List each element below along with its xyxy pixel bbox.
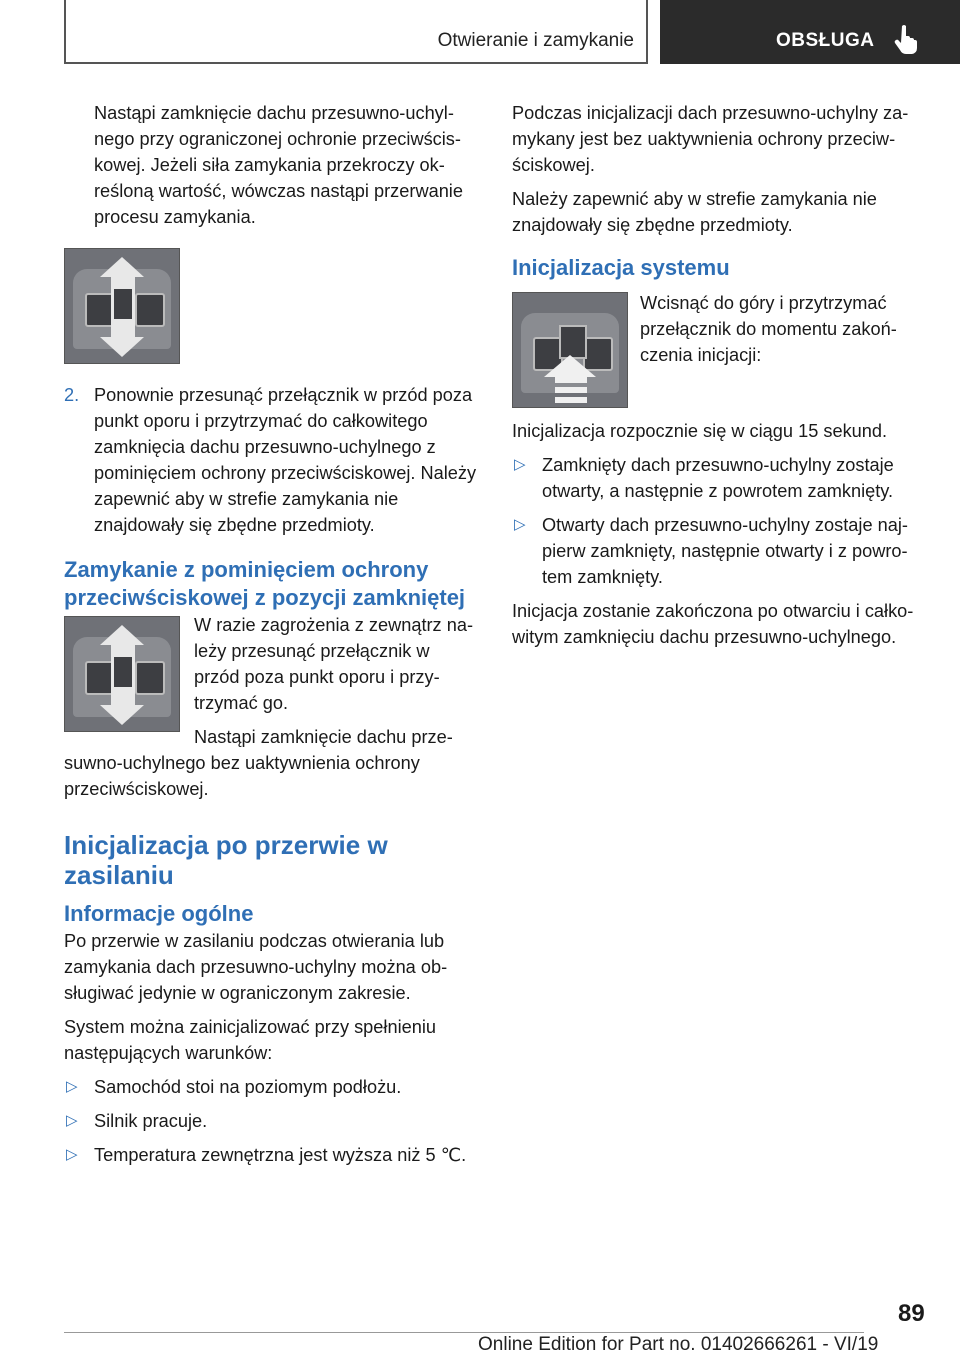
page-number: 89: [898, 1300, 925, 1327]
switch-slide-image: [64, 248, 180, 364]
close-paragraph-2: Nastąpi zamknięcie dachu przesuwno-uchylnego bez uaktywnienia ochrony przeciwściskowej.: [64, 727, 453, 799]
heading-general-info: Informacje ogólne: [64, 901, 254, 926]
bullet-triangle-icon: ▷: [66, 1146, 78, 1163]
heading-close-without-protection: Zamykanie z pominięciem ochrony przeciwściskowej z pozycji zamkniętej: [64, 557, 466, 610]
step-2: [64, 382, 480, 538]
bullet-triangle-icon: ▷: [66, 1078, 78, 1095]
right-paragraph-4: Inicjacja zostanie zakończona po otwarciu i całkowitym zamknięciu dachu przesuwno-uchylnego.: [512, 601, 914, 647]
footer-edition: Online Edition for Part no. 01402666261 - VI/19: [478, 1334, 879, 1355]
bullet-triangle-icon: ▷: [514, 516, 526, 533]
step-2-number: 2.: [64, 385, 80, 405]
header-chapter-box: [64, 0, 648, 64]
right-paragraph-1: Podczas inicjalizacji dach przesuwno-uchylny zamykany jest bez uaktywnienia ochrony przeciwściskowej.: [512, 103, 909, 175]
right-paragraph-3: Inicjalizacja rozpocznie się w ciągu 15 sekund.: [512, 421, 888, 441]
general-paragraph-2: System można zainicjalizować przy spełnieniu następujących warunków:: [64, 1017, 436, 1063]
heading-system-init: Inicjalizacja systemu: [512, 255, 730, 280]
right-column: [512, 100, 928, 658]
step-2-text: Ponownie przesunąć przełącznik w przód poza punkt oporu i przytrzymać do całkowitego zamknięcia dachu przesuwno-uchylnego z pominięciem ochrony przeciwściskowej. Należy zapewnić aby w strefie zamykania nie znajdowały się zbędne przedmioty.: [94, 385, 477, 535]
bullet-triangle-icon: ▷: [514, 456, 526, 473]
close-paragraph-1: W razie zagrożenia z zewnątrz należy przesunąć przełącznik w przód poza punkt oporu i przytrzymać go.: [194, 615, 473, 713]
init-instruction: Wcisnąć do góry i przytrzymać przełącznik do momentu zakończenia inicjacji:: [640, 293, 897, 365]
header-section-box: [660, 0, 960, 64]
switch-forward-image: [64, 616, 180, 732]
intro-paragraph: Nastąpi zamknięcie dachu przesuwno-uchylnego przy ograniczonej ochronie przeciwściskowej. Jeżeli siła zamykania przekroczy określoną wartość, wówczas nastąpi przerwanie procesu zamykania.: [94, 103, 463, 227]
switch-push-up-image: [512, 292, 628, 408]
left-column: [64, 100, 480, 1176]
general-paragraph-1: Po przerwie w zasilaniu podczas otwierania lub zamykania dach przesuwno-uchylny można obsługiwać jedynie w ograniczonym zakresie.: [64, 931, 448, 1003]
condition-item: ▷ Samochód stoi na poziomym podłożu.: [64, 1074, 480, 1100]
condition-item: ▷ Temperatura zewnętrzna jest wyższa niż 5 ℃.: [64, 1142, 480, 1168]
footer-divider: [64, 1332, 864, 1333]
condition-item: ▷ Silnik pracuje.: [64, 1108, 480, 1134]
bullet-triangle-icon: ▷: [66, 1112, 78, 1129]
init-result-item: ▷ Otwarty dach przesuwno-uchylny zostaje najpierw zamknięty, następnie otwarty i z powrotem zamknięty.: [512, 512, 928, 590]
init-result-item: ▷ Zamknięty dach przesuwno-uchylny zostaje otwarty, a następnie z powrotem zamknięty.: [512, 452, 928, 504]
right-paragraph-2: Należy zapewnić aby w strefie zamykania nie znajdowały się zbędne przedmioty.: [512, 189, 877, 235]
header-section-label: OBSŁUGA: [776, 30, 875, 51]
header-title: Otwieranie i zamykanie: [437, 30, 634, 51]
heading-power-interruption: Inicjalizacja po przerwie w zasilaniu: [64, 830, 388, 890]
pointing-hand-icon: [894, 24, 920, 54]
